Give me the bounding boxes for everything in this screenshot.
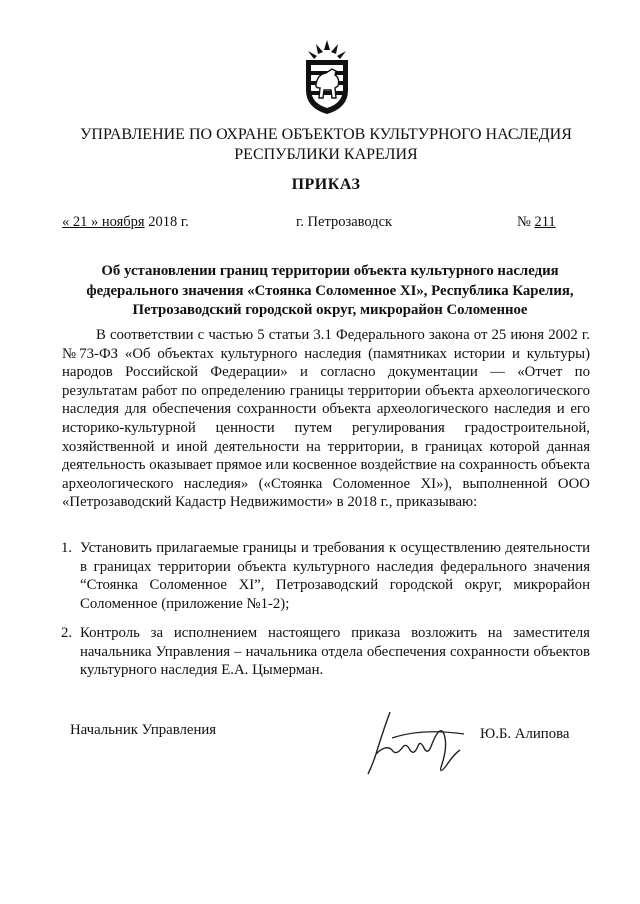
subject-line-1: Об установлении границ территории объекта культурного наследия (101, 263, 559, 279)
subject-line-3: Петрозаводский городской округ, микрорайон Соломенное (132, 302, 528, 318)
order-number-prefix: № (517, 214, 535, 230)
date-open-quote: « (62, 214, 70, 230)
order-subject (70, 262, 590, 321)
date-close-quote: » (91, 214, 99, 230)
handwritten-signature (362, 704, 472, 780)
agency-line-2: РЕСПУБЛИКИ КАРЕЛИЯ (234, 146, 418, 163)
order-item-text: Контроль за исполнением настоящего приказа возложить на заместителя начальника Управления – начальника отдела обеспечения сохранности объектов культурного наследия Е.А. Цымерман. (80, 625, 590, 679)
order-number-value: 211 (534, 214, 556, 230)
preamble-paragraph: В соответствии с частью 5 статьи 3.1 Федерального закона от 25 июня 2002 г. №73-ФЗ «Об объектах культурного наследия (памятниках истории и культуры) народов Российской Федерации» и согласно документации — «Отчет по результатам работ по определению границы территории объекта археологического наследия для обеспечения сохранности объекта археологического наследия и его историко-культурной ценности путем регулирования градостроительной, хозяйственной и иной деятельности на территории, в границах которой данная деятельность оказывает прямое или косвенное воздействие на сохранность объекта археологического наследия» («Стоянка Соломенное XI»), выполненной ООО «Петрозаводский Кадастр Недвижимости» в 2018 г., приказываю: (62, 327, 590, 511)
order-number (517, 214, 556, 231)
order-item-text: Установить прилагаемые границы и требования к осуществлению деятельности в границах территории объекта культурного наследия федерального значения “Стоянка Соломенное XI”, Петрозаводский городской округ, микрорайон Соломенное (приложение №1-2); (80, 540, 590, 612)
date-day: 21 (69, 214, 91, 230)
signatory-role: Начальник Управления (70, 722, 217, 738)
order-item (61, 624, 590, 680)
subject-line-2: федерального значения «Стоянка Соломенное XI», Республика Карелия, (86, 282, 574, 299)
order-item-number: 1. (61, 540, 73, 556)
document-type-title: ПРИКАЗ (291, 176, 361, 193)
order-date (62, 214, 189, 231)
agency-line-1: УПРАВЛЕНИЕ ПО ОХРАНЕ ОБЪЕКТОВ КУЛЬТУРНОГО НАСЛЕДИЯ (80, 126, 572, 143)
coat-of-arms-emblem (300, 38, 354, 116)
order-item (61, 539, 590, 613)
date-year: 2018 г. (144, 214, 189, 230)
order-city: г. Петрозаводск (296, 214, 393, 230)
signatory-name: Ю.Б. Алипова (480, 726, 570, 742)
agency-name (60, 125, 592, 165)
order-item-number: 2. (61, 625, 73, 641)
date-month: ноября (98, 214, 145, 230)
